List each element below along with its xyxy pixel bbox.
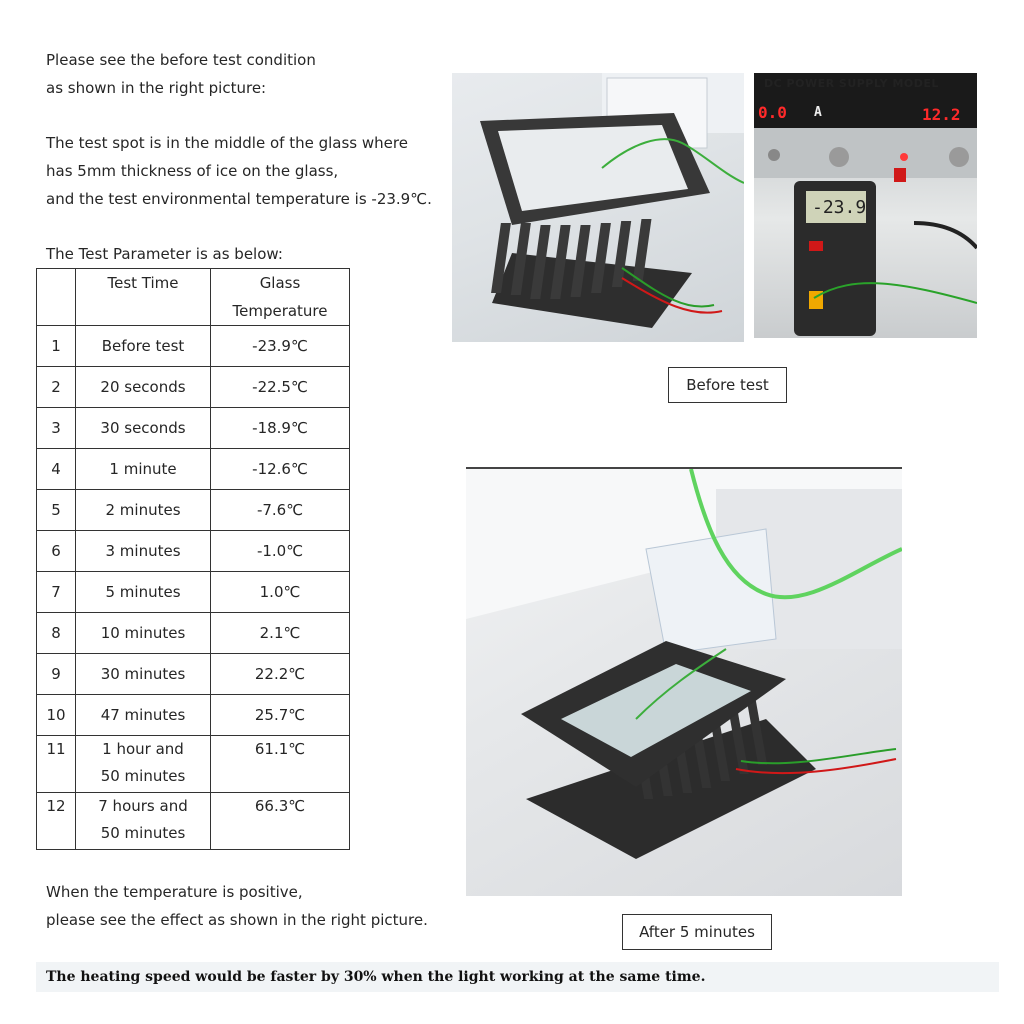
row-index: 5 — [37, 490, 76, 531]
row-test-time: 20 seconds — [76, 367, 211, 408]
table-row — [37, 572, 350, 613]
after-five-minutes-caption: After 5 minutes — [622, 914, 772, 950]
row-index: 12 — [37, 793, 76, 850]
row-glass-temperature: 2.1℃ — [211, 613, 350, 654]
row-test-time: 10 minutes — [76, 613, 211, 654]
row-index: 4 — [37, 449, 76, 490]
after-five-minutes-lamp-photo — [466, 467, 902, 896]
intro-line-2: as shown in the right picture: — [46, 79, 267, 97]
row-test-time-label: 1 hour and 50 minutes — [100, 740, 186, 785]
row-test-time — [76, 736, 211, 793]
spot-line-3: and the test environmental temperature is -23.9℃. — [46, 190, 432, 208]
row-index: 9 — [37, 654, 76, 695]
row-glass-temperature: 1.0℃ — [211, 572, 350, 613]
row-index: 2 — [37, 367, 76, 408]
before-test-lamp-photo — [452, 73, 744, 342]
table-row — [37, 326, 350, 367]
before-test-caption: Before test — [668, 367, 787, 403]
voltage-display: 12.2 — [922, 105, 961, 124]
table-header-row — [37, 269, 350, 326]
row-glass-temperature: 25.7℃ — [211, 695, 350, 736]
table-row — [37, 367, 350, 408]
current-display: 0.0 — [758, 103, 787, 122]
row-glass-temperature: 22.2℃ — [211, 654, 350, 695]
test-parameter-table — [36, 268, 350, 850]
heating-speed-note: The heating speed would be faster by 30% when the light working at the same time. — [36, 962, 999, 992]
row-index: 1 — [37, 326, 76, 367]
positive-line-1: When the temperature is positive, — [46, 883, 303, 901]
row-index: 10 — [37, 695, 76, 736]
parameter-label: The Test Parameter is as below: — [46, 245, 283, 263]
table-row — [37, 490, 350, 531]
row-test-time: 3 minutes — [76, 531, 211, 572]
table-row — [37, 654, 350, 695]
row-glass-temperature: -23.9℃ — [211, 326, 350, 367]
row-test-time: 5 minutes — [76, 572, 211, 613]
table-row — [37, 613, 350, 654]
row-glass-temperature: -7.6℃ — [211, 490, 350, 531]
test-spot-text — [46, 129, 432, 213]
row-test-time: 2 minutes — [76, 490, 211, 531]
row-test-time: 1 minute — [76, 449, 211, 490]
psu-model-label: DC POWER SUPPLY MODEL — [764, 77, 939, 90]
power-supply-photo — [754, 73, 977, 338]
row-test-time: 30 minutes — [76, 654, 211, 695]
table-row — [37, 695, 350, 736]
row-glass-temperature: 61.1℃ — [211, 736, 350, 793]
row-test-time: Before test — [76, 326, 211, 367]
table-row — [37, 531, 350, 572]
header-glass-temperature — [211, 269, 350, 326]
row-index: 8 — [37, 613, 76, 654]
row-glass-temperature: -12.6℃ — [211, 449, 350, 490]
row-test-time-label: 7 hours and 50 minutes — [98, 797, 188, 842]
row-glass-temperature: 66.3℃ — [211, 793, 350, 850]
intro-text — [46, 46, 316, 102]
row-index: 11 — [37, 736, 76, 793]
row-glass-temperature: -1.0℃ — [211, 531, 350, 572]
row-test-time — [76, 793, 211, 850]
row-index: 3 — [37, 408, 76, 449]
row-index: 6 — [37, 531, 76, 572]
intro-line-1: Please see the before test condition — [46, 51, 316, 69]
current-unit: A — [814, 105, 822, 120]
header-glass-temperature-label: Glass Temperature — [232, 274, 328, 320]
header-test-time: Test Time — [76, 269, 211, 326]
header-index — [37, 269, 76, 326]
table-row — [37, 408, 350, 449]
row-glass-temperature: -18.9℃ — [211, 408, 350, 449]
table-row — [37, 793, 350, 850]
spot-line-2: has 5mm thickness of ice on the glass, — [46, 162, 339, 180]
positive-line-2: please see the effect as shown in the right picture. — [46, 911, 428, 929]
thermometer-display: -23.9 — [812, 197, 867, 218]
table-row — [37, 736, 350, 793]
positive-temperature-text — [46, 878, 428, 934]
spot-line-1: The test spot is in the middle of the glass where — [46, 134, 408, 152]
row-test-time: 47 minutes — [76, 695, 211, 736]
table-row — [37, 449, 350, 490]
row-index: 7 — [37, 572, 76, 613]
row-test-time: 30 seconds — [76, 408, 211, 449]
row-glass-temperature: -22.5℃ — [211, 367, 350, 408]
